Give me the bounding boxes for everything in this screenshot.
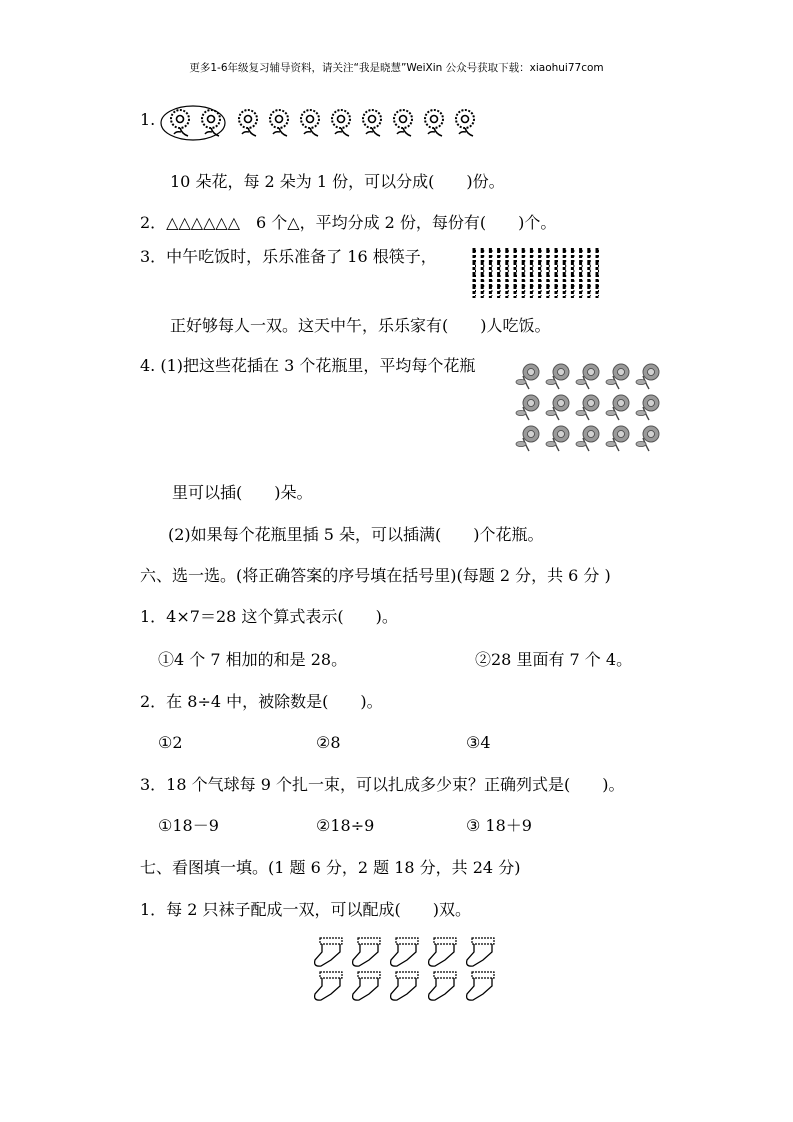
flower-icon — [363, 110, 381, 136]
chopstick-icon — [581, 248, 583, 298]
q1-number: 1. — [140, 110, 156, 129]
s6-q3-opt1: ①18－9 — [158, 816, 219, 835]
sock-icon — [391, 938, 418, 966]
s6-q1-opt1: ①4 个 7 相加的和是 28。 — [158, 650, 348, 669]
rose-icon — [546, 426, 569, 451]
q4-line3: (2)如果每个花瓶里插 5 朵，可以插满( )个花瓶。 — [168, 525, 544, 544]
sock-icon — [353, 938, 380, 966]
flower-icon — [239, 110, 257, 136]
sock-icon — [467, 938, 494, 966]
vase-flowers-picture — [515, 362, 670, 458]
s7-q1-stem: 1．每 2 只袜子配成一双，可以配成( )双。 — [140, 900, 472, 919]
q2-text: 2．△△△△△△ 6 个△，平均分成 2 份，每份有( )个。 — [140, 213, 557, 232]
sock-icon — [429, 938, 456, 966]
chopsticks-picture — [470, 244, 610, 302]
rose-icon — [546, 395, 569, 420]
sock-icon — [315, 938, 342, 966]
q3-line1: 3．中午吃饭时，乐乐准备了 16 根筷子， — [140, 247, 437, 266]
chopstick-icon — [531, 248, 533, 298]
rose-icon — [516, 364, 539, 389]
flower-icon — [332, 110, 350, 136]
socks-picture — [308, 934, 508, 1006]
s6-q3-stem: 3．18 个气球每 9 个扎一束，可以扎成多少束？正确列式是( )。 — [140, 775, 625, 794]
sock-icon — [467, 972, 494, 1000]
s6-q2-opt2: ②8 — [316, 733, 341, 752]
flower-icon — [202, 110, 220, 136]
chopstick-icon — [490, 248, 492, 298]
chopstick-icon — [564, 248, 566, 298]
rose-icon — [606, 426, 629, 451]
chopstick-icon — [474, 248, 476, 298]
s6-q2-stem: 2．在 8÷4 中，被除数是( )。 — [140, 692, 383, 711]
q4-line2: 里可以插( )朵。 — [172, 483, 313, 502]
section6-title: 六、选一选。(将正确答案的序号填在括号里)(每题 2 分，共 6 分 ) — [140, 566, 611, 585]
rose-icon — [576, 364, 599, 389]
chopstick-icon — [515, 248, 517, 298]
rose-icon — [516, 395, 539, 420]
flower-icon — [456, 110, 474, 136]
rose-icon — [546, 364, 569, 389]
chopstick-icon — [556, 248, 558, 298]
sock-icon — [315, 972, 342, 1000]
flower-icon — [394, 110, 412, 136]
sock-icon — [353, 972, 380, 1000]
sock-icon — [429, 972, 456, 1000]
chopstick-icon — [589, 248, 591, 298]
q1-text: 10 朵花，每 2 朵为 1 份，可以分成( )份。 — [170, 172, 505, 191]
flower-icon — [270, 110, 288, 136]
chopstick-icon — [499, 248, 501, 298]
rose-icon — [606, 395, 629, 420]
rose-icon — [636, 364, 659, 389]
s6-q1-opt2: ②28 里面有 7 个 4。 — [475, 650, 633, 669]
chopstick-icon — [507, 248, 509, 298]
page-header: 更多1-6年级复习辅导资料，请关注“我是晓慧”WeiXin 公众号获取下载：xiaohui77com — [189, 62, 604, 74]
chopstick-icon — [548, 248, 550, 298]
chopstick-icon — [572, 248, 574, 298]
rose-icon — [576, 426, 599, 451]
s6-q3-opt2: ②18÷9 — [316, 816, 375, 835]
flower-icon — [425, 110, 443, 136]
s6-q2-opt3: ③4 — [466, 733, 491, 752]
rose-icon — [606, 364, 629, 389]
flower-icon — [301, 110, 319, 136]
s6-q3-opt3: ③ 18＋9 — [466, 816, 532, 835]
rose-icon — [516, 426, 539, 451]
flower-icon — [171, 110, 189, 136]
s6-q1-stem: 1．4×7＝28 这个算式表示( )。 — [140, 607, 398, 626]
s6-q2-opt1: ①2 — [158, 733, 183, 752]
rose-icon — [576, 395, 599, 420]
chopstick-icon — [523, 248, 525, 298]
chopstick-icon — [482, 248, 484, 298]
q4-line1: 4. (1)把这些花插在 3 个花瓶里，平均每个花瓶 — [140, 356, 476, 375]
q3-line2: 正好够每人一双。这天中午，乐乐家有( )人吃饭。 — [170, 316, 551, 335]
section7-title: 七、看图填一填。(1 题 6 分，2 题 18 分，共 24 分) — [140, 858, 521, 877]
rose-icon — [636, 395, 659, 420]
sock-icon — [391, 972, 418, 1000]
rose-icon — [636, 426, 659, 451]
flowers-picture — [160, 104, 490, 144]
chopstick-icon — [597, 248, 599, 298]
chopstick-icon — [540, 248, 542, 298]
